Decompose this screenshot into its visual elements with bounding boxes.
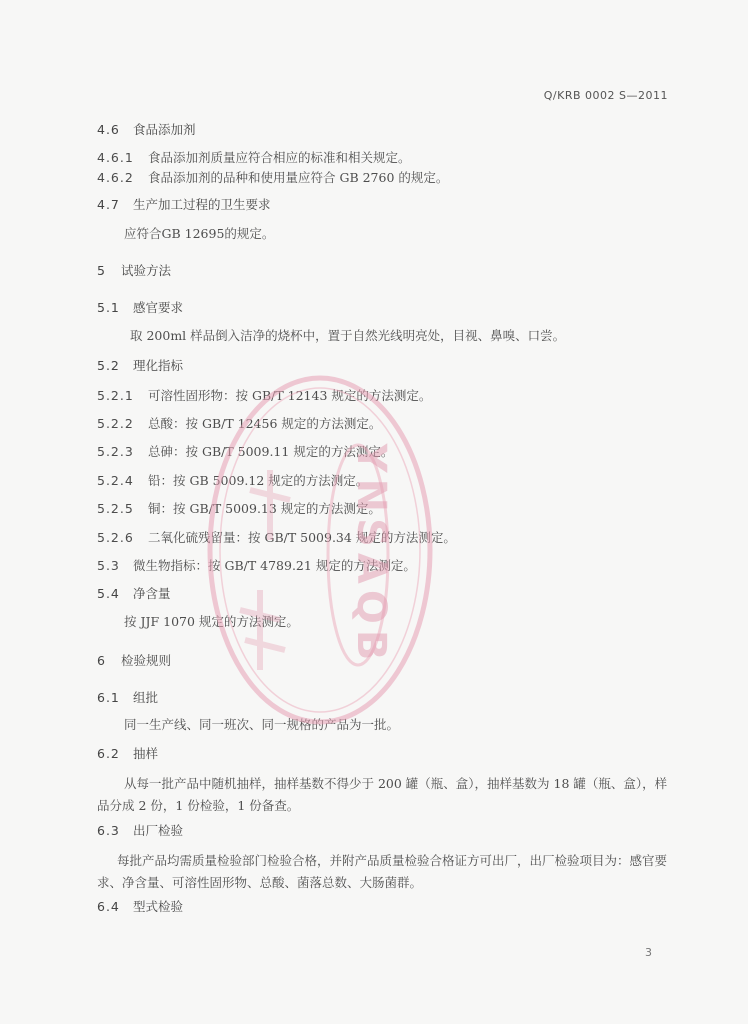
clause-number: 5.2.5 [97,501,134,516]
section-6-4 [97,899,183,915]
section-title: 食品添加剂 [132,122,196,137]
paragraph-4-7: 应符合GB 12695的规定。 [124,226,275,241]
clause-number: 5.2.6 [97,530,134,545]
clause-number: 4.6.1 [97,150,134,165]
standard-code: Q/KRB 0002 S—2011 [543,89,668,102]
section-5-4 [97,586,171,602]
clause-5-2-2 [97,416,381,432]
clause-number: 5.2.4 [97,473,134,488]
section-number: 6 [97,653,106,668]
clause-4-6-2 [97,170,448,186]
section-title: 型式检验 [132,899,183,914]
section-number: 5.3 [97,558,120,573]
section-number: 6.3 [97,823,120,838]
stamp-text: YNSAQB [348,443,394,667]
section-title: 出厂检验 [132,823,183,838]
clause-text: 可溶性固形物：按 GB/T 12143 规定的方法测定。 [147,388,432,403]
clause-text: 铜：按 GB/T 5009.13 规定的方法测定。 [147,501,381,516]
section-number: 6.1 [97,690,120,705]
paragraph-5-4: 按 JJF 1070 规定的方法测定。 [124,614,299,629]
clause-number: 5.2.3 [97,444,134,459]
paragraph-6-3: 每批产品均需质量检验部门检验合格，并附产品质量检验合格证方可出厂，出厂检验项目为：感官要求、净含量、可溶性固形物、总酸、菌落总数、大肠菌群。 [97,853,668,890]
section-number: 5 [97,263,106,278]
section-5 [97,263,171,279]
section-title: 感官要求 [132,300,183,315]
paragraph-6-2: 从每一批产品中随机抽样，抽样基数不得少于 200 罐（瓶、盒），抽样基数为 18 罐（瓶、盒），样品分成 2 份，1 份检验，1 份备查。 [97,776,668,813]
clause-5-2-6 [97,530,456,546]
section-5-2 [97,358,183,374]
clause-text: 二氧化硫残留量：按 GB/T 5009.34 规定的方法测定。 [147,530,456,545]
clause-number: 5.2.2 [97,416,134,431]
section-title: 理化指标 [132,358,183,373]
clause-5-2-1 [97,388,431,404]
clause-5-2-4 [97,473,368,489]
section-title: 生产加工过程的卫生要求 [132,197,271,212]
section-title: 试验方法 [120,263,171,278]
section-number: 6.4 [97,899,120,914]
clause-text: 总酸：按 GB/T 12456 规定的方法测定。 [147,416,382,431]
clause-text: 总砷：按 GB/T 5009.11 规定的方法测定。 [147,444,394,459]
clause-text: 铅：按 GB 5009.12 规定的方法测定。 [147,473,369,488]
section-title: 净含量 [132,586,171,601]
clause-5-2-3 [97,444,393,460]
section-5-3 [97,558,416,574]
section-6 [97,653,171,669]
section-number: 4.7 [97,197,120,212]
paragraph-6-1: 同一生产线、同一班次、同一规格的产品为一批。 [124,717,400,732]
section-6-3 [97,823,183,839]
paragraph-5-1: 取 200ml 样品倒入洁净的烧杯中，置于自然光线明亮处，目视、鼻嗅、口尝。 [130,328,566,343]
clause-number: 5.2.1 [97,388,134,403]
section-number: 4.6 [97,122,120,137]
page-number: 3 [645,946,652,959]
section-title: 组批 [132,690,158,705]
section-5-1 [97,300,183,316]
clause-number: 4.6.2 [97,170,134,185]
section-4-7 [97,197,271,213]
section-title: 检验规则 [120,653,171,668]
section-number: 5.4 [97,586,120,601]
section-4-6 [97,122,196,138]
clause-5-2-5 [97,501,381,517]
clause-text: 食品添加剂质量应符合相应的标准和相关规定。 [147,150,411,165]
section-6-1 [97,690,158,706]
section-number: 6.2 [97,746,120,761]
section-number: 5.2 [97,358,120,373]
section-number: 5.1 [97,300,120,315]
section-title: 抽样 [132,746,158,761]
clause-text: 食品添加剂的品种和使用量应符合 GB 2760 的规定。 [147,170,449,185]
section-text: 微生物指标：按 GB/T 4789.21 规定的方法测定。 [132,558,416,573]
clause-4-6-1 [97,150,411,166]
section-6-2 [97,746,158,762]
